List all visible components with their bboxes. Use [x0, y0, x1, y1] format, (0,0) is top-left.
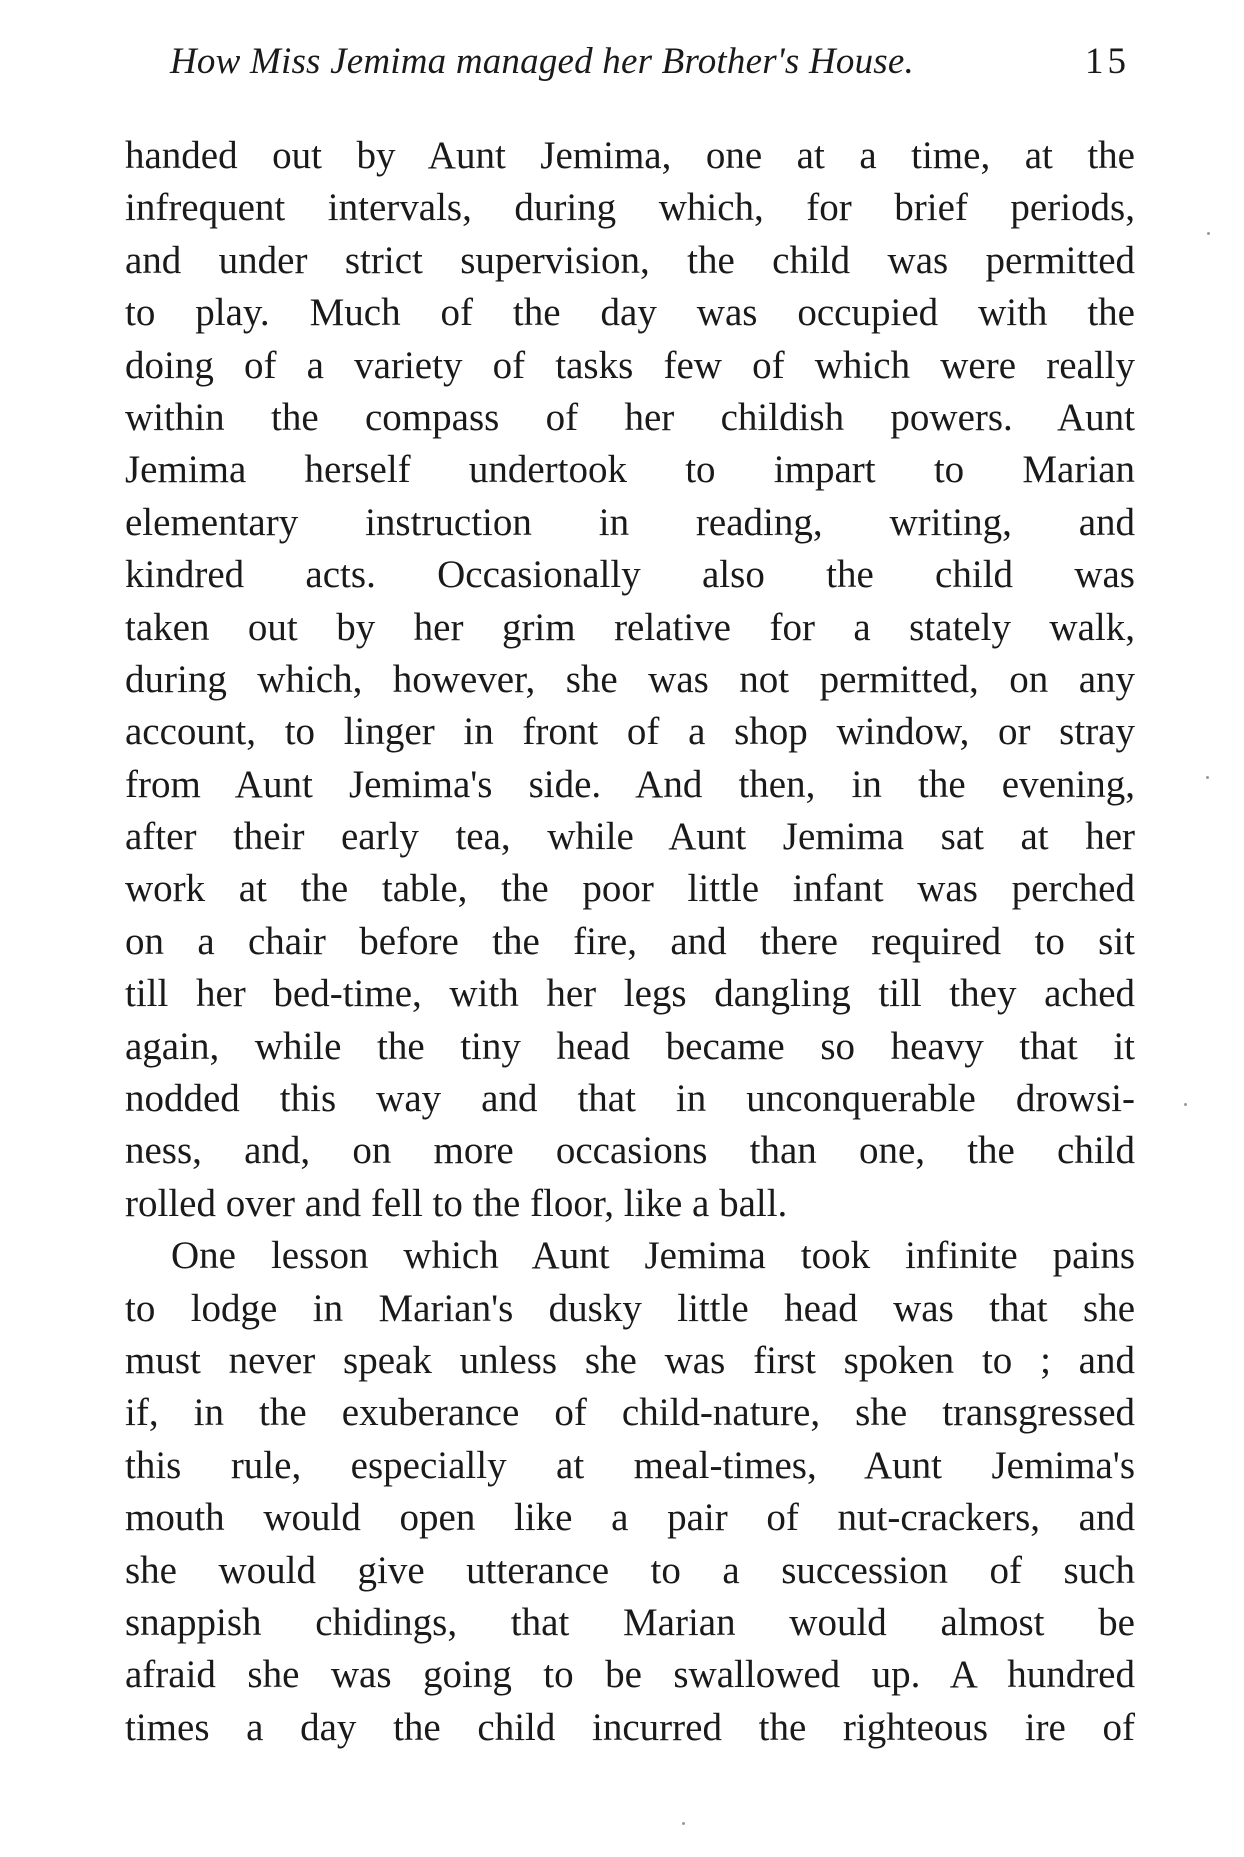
text-line: within the compass of her childish powers. Aunt	[125, 395, 1135, 439]
text-line: on a chair before the fire, and there required to sit	[125, 919, 1135, 963]
paragraph-1	[125, 130, 1135, 1230]
text-line: till her bed-time, with her legs dangling till they ached	[125, 972, 1135, 1016]
text-line: account, to linger in front of a shop window, or stray	[125, 710, 1135, 754]
text-line: ness, and, on more occasions than one, the child	[125, 1129, 1135, 1173]
text-line: snappish chidings, that Marian would almost be	[125, 1600, 1135, 1644]
text-line: times a day the child incurred the righteous ire of	[125, 1705, 1135, 1749]
text-line: handed out by Aunt Jemima, one at a time, at the	[125, 134, 1135, 177]
text-line: One lesson which Aunt Jemima took infinite pains	[171, 1234, 1135, 1278]
running-head	[170, 40, 1130, 100]
text-line: from Aunt Jemima's side. And then, in the evening,	[125, 762, 1135, 806]
text-line: taken out by her grim relative for a stately walk,	[125, 605, 1135, 649]
paper-speck	[1206, 776, 1209, 779]
text-line: work at the table, the poor little infant was perched	[125, 867, 1135, 911]
text-line: to lodge in Marian's dusky little head was that she	[125, 1286, 1135, 1330]
text-line: she would give utterance to a succession of such	[125, 1548, 1135, 1592]
text-line: afraid she was going to be swallowed up. A hundred	[125, 1653, 1135, 1697]
paper-speck	[1184, 1103, 1187, 1106]
text-line: to play. Much of the day was occupied with the	[125, 291, 1135, 335]
paragraph-2	[125, 1230, 1135, 1754]
text-line: and under strict supervision, the child was permitted	[125, 238, 1135, 282]
text-line: Jemima herself undertook to impart to Marian	[125, 448, 1135, 492]
text-line: rolled over and fell to the floor, like a ball.	[125, 1181, 788, 1225]
text-line: infrequent intervals, during which, for brief periods,	[125, 186, 1135, 230]
paper-speck	[682, 1822, 685, 1825]
text-line: this rule, especially at meal-times, Aunt Jemima's	[125, 1443, 1135, 1487]
text-line: again, while the tiny head became so heavy that it	[125, 1024, 1135, 1068]
text-line: nodded this way and that in unconquerable drowsi-	[125, 1077, 1135, 1121]
page-number: 15	[1085, 41, 1130, 82]
text-line: elementary instruction in reading, writing, and	[125, 500, 1135, 544]
body-text	[125, 130, 1135, 1754]
text-line: mouth would open like a pair of nut-crackers, and	[125, 1496, 1135, 1540]
text-line: if, in the exuberance of child-nature, she transgressed	[125, 1391, 1135, 1435]
text-line: must never speak unless she was first spoken to ; and	[125, 1338, 1135, 1382]
text-line: doing of a variety of tasks few of which were really	[125, 343, 1135, 387]
text-line: during which, however, she was not permitted, on any	[125, 657, 1135, 701]
text-line: after their early tea, while Aunt Jemima sat at her	[125, 815, 1135, 859]
text-line: kindred acts. Occasionally also the child was	[125, 553, 1135, 597]
paper-speck	[1207, 232, 1210, 235]
running-title: How Miss Jemima managed her Brother's House.	[170, 41, 914, 82]
